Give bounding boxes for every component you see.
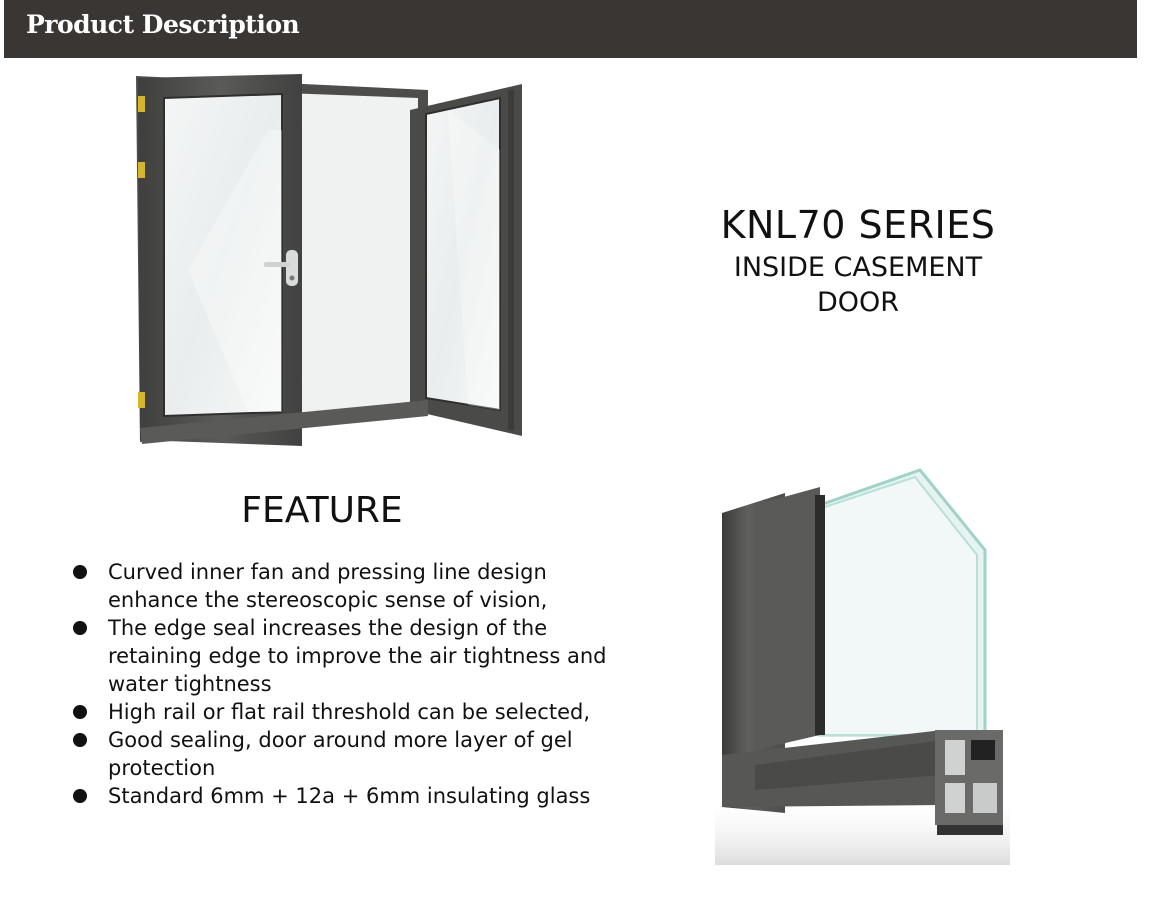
feature-item	[68, 614, 688, 698]
feature-text-line: Standard 6mm + 12a + 6mm insulating glass	[108, 784, 591, 808]
bullet-icon	[73, 565, 87, 579]
feature-text-line: Good sealing, door around more layer of gel	[108, 728, 573, 752]
feature-item	[68, 782, 688, 810]
feature-list	[68, 558, 688, 810]
series-block	[700, 200, 1016, 320]
feature-item	[68, 726, 688, 782]
series-subtitle-line2: DOOR	[816, 287, 900, 318]
feature-text-line: enhance the stereoscopic sense of vision,	[108, 588, 548, 612]
feature-item	[68, 558, 688, 614]
feature-text-line: protection	[108, 756, 216, 780]
header-bar	[4, 0, 1137, 58]
feature-text-line: water tightness	[108, 672, 272, 696]
door-image	[128, 70, 528, 455]
bullet-icon	[73, 705, 87, 719]
feature-heading: FEATURE	[241, 490, 403, 531]
feature-item	[68, 698, 688, 726]
bullet-icon	[73, 789, 87, 803]
feature-text-line: High rail or flat rail threshold can be selected,	[108, 700, 591, 724]
bullet-icon	[73, 733, 87, 747]
feature-text-line: retaining edge to improve the air tightness and	[108, 644, 607, 668]
series-subtitle-line1: INSIDE CASEMENT	[733, 252, 983, 283]
feature-text-line: Curved inner fan and pressing line design	[108, 560, 547, 584]
bullet-icon	[73, 621, 87, 635]
profile-image	[715, 465, 1010, 865]
feature-text-line: The edge seal increases the design of the	[108, 616, 548, 640]
page-title: Product Description	[26, 10, 300, 39]
series-title: KNL70 SERIES	[720, 203, 996, 247]
